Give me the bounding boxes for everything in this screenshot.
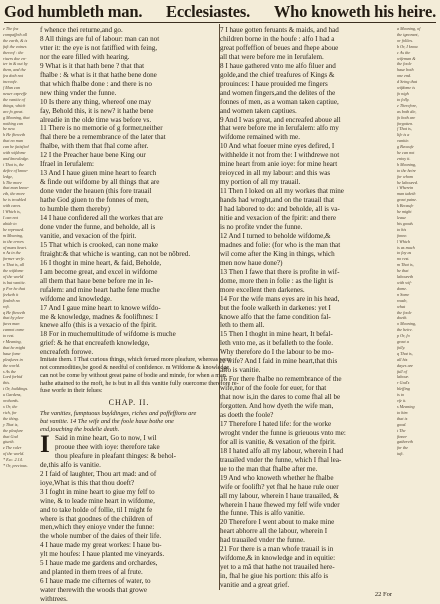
text-line: in, fhal he giue his portion: this alfo is xyxy=(220,572,329,581)
annotation-line: not commodities,be good & needful of confidence. m Wifdome & knowledge xyxy=(40,365,230,372)
right-margin-notes xyxy=(397,26,437,596)
text-line: 6 I haue made me cifternes of water, to xyxy=(40,577,151,586)
margin-note-line: or follies. xyxy=(397,37,414,43)
text-line: encreafeth forowe. xyxy=(40,348,94,357)
text-line: Ifrael in Ierufalem: xyxy=(40,160,94,169)
margin-note-line: he laboured. xyxy=(397,179,419,185)
margin-note-line: fo both are xyxy=(397,114,416,120)
margin-note-line: dayes are xyxy=(397,362,414,368)
chapter-two-verses xyxy=(40,461,218,604)
text-line: wherein I haue fhewed my felf wife vnder xyxy=(220,500,340,509)
text-line: wifdome,& in knowledge and in equitie: xyxy=(220,554,336,563)
text-line: children borne in the houfe : alfo I had a xyxy=(220,34,335,43)
margin-note-line: the heire. xyxy=(397,327,413,333)
header-center: Ecclesiastes. xyxy=(166,2,251,21)
margin-note-line: great a xyxy=(397,339,409,345)
text-line: 12 And I turned to beholde wifdome,& xyxy=(220,231,331,240)
text-line: men,which they enioye vnder the funne: xyxy=(40,523,155,532)
margin-note-line: fonne. xyxy=(397,232,408,238)
margin-note-line: n As in the xyxy=(3,250,21,256)
text-line: prooue thee with ioye: therefore take xyxy=(55,442,160,451)
margin-note-line: f Man can xyxy=(3,85,20,91)
text-line: grief: & he that encreafeth knowledge, xyxy=(40,339,150,348)
margin-note-line: the thing. xyxy=(3,415,19,421)
margin-note-line: p Or, fo xyxy=(397,333,410,339)
text-line: withhelde it not from the: I withdrewe not xyxy=(220,151,340,160)
margin-note-line: he might xyxy=(397,209,412,215)
text-line: 14 I haue confidered all the workes that are xyxy=(40,214,163,223)
margin-note-line: abide to xyxy=(3,220,17,226)
margin-note-line: with wifdome xyxy=(3,150,26,156)
text-line: 10 Is there any thing, whereof one may xyxy=(40,97,152,106)
margin-note-line: y That is, xyxy=(3,421,19,427)
text-line: wine, & to leade mine heart in wifdome, xyxy=(40,496,155,505)
header-right: Who knoweth his heire. xyxy=(273,2,436,21)
text-line: hands had wroght,and on the trauail that xyxy=(220,196,335,205)
margin-note-line: folly. xyxy=(397,344,406,350)
text-line: done vnder the heauen (this fore trauail xyxy=(40,187,152,196)
margin-note-line: * Or, precious. xyxy=(3,463,28,469)
margin-note-line: compaffeth all xyxy=(3,31,28,37)
text-line: and planted in them trees of al frute. xyxy=(40,568,143,577)
margin-note-line: cannot come xyxy=(3,327,25,333)
margin-note-line: what xyxy=(397,303,406,309)
text-line: 8 All things are ful of labour: man can not xyxy=(40,34,160,43)
margin-note-line: doeth. xyxy=(397,315,408,321)
margin-note-line: a Meaning, of xyxy=(397,26,421,31)
text-line: 12 I the Preacher haue bene King our xyxy=(40,151,146,160)
text-line: 16 For there fhalbe no remembrance of the xyxy=(220,375,342,384)
margin-note-line: to the errors xyxy=(3,238,24,244)
text-line: wifdome and knowledge. xyxy=(40,294,112,303)
margin-note-line: s As the xyxy=(3,368,16,374)
chapter-summary xyxy=(40,410,218,434)
margin-note-line: eth, the more xyxy=(3,191,25,197)
text-line: the funne. This is alfo vanitie. xyxy=(220,509,305,518)
margin-note-line: s Meaning xyxy=(397,404,415,409)
text-line: 13 And I haue giuen mine heart to fearch xyxy=(40,169,157,178)
margin-note-line: be new. xyxy=(3,126,16,132)
margin-note-line: his goods xyxy=(397,220,413,226)
text-line: alfo is vanitie. xyxy=(220,366,261,375)
text-line: prouinces: I haue prouided me fingers xyxy=(220,79,328,88)
text-line: wil come after the King in things, which xyxy=(220,249,335,258)
margin-note-line: m That is, xyxy=(397,262,414,268)
text-line: and to take holde of follie, til I might fe xyxy=(40,505,153,514)
summary-line: The vanities, fumptuous buyldinges, riches and poffeffions are xyxy=(40,410,197,418)
text-line: all that were before me in Ierufalem. xyxy=(220,52,324,61)
text-line: that which fhalbe done : and there is no xyxy=(40,79,152,88)
text-line: wroght vnder the funne is grieuous vnto me: xyxy=(220,428,346,437)
margin-note-line: to the heire xyxy=(397,167,416,173)
text-line: 17 Therefore I hated life: for the worke xyxy=(220,419,332,428)
margin-note-line: gathereth xyxy=(397,439,413,445)
text-line: 8 I haue gathered vnto me alfo filuer and xyxy=(220,61,336,70)
margin-note-line: to him xyxy=(397,409,408,415)
margin-note-line: p For he that xyxy=(3,285,25,291)
drop-cap-lines xyxy=(55,434,218,461)
margin-note-line: z The ruler xyxy=(3,445,22,451)
text-line: thou pleafure in pleafant thinges: & behol- xyxy=(55,451,176,460)
margin-note-line: with cares. xyxy=(3,203,22,209)
catchword: 22 For xyxy=(374,591,392,598)
text-line: but the foole walketh in darkenes: yet I xyxy=(220,303,331,312)
margin-note-line: that no man xyxy=(3,138,24,144)
margin-note-line: defire of know- xyxy=(3,167,29,173)
margin-note-line: i Wherein xyxy=(397,185,414,191)
margin-note-line: with wif- xyxy=(397,279,412,285)
text-line: 18 For in muchemultitude of wifdome is muche xyxy=(40,330,176,339)
margin-note-line: b Or, I know. xyxy=(397,43,419,49)
text-line: & finde out wifdome by all things that are xyxy=(40,178,160,187)
text-line: is no profite vnder the funne. xyxy=(220,222,303,231)
text-line: ftraight:& that whiche is wanting, can not be nõbred. xyxy=(40,249,191,258)
text-line: all them that haue bene before me in Ie- xyxy=(40,276,154,285)
margin-note-line: h He fheweth xyxy=(3,132,26,138)
margin-note-line: that he might xyxy=(3,344,26,350)
margin-note-line: ledge, xyxy=(3,173,14,179)
text-line: Said in mine heart, Go to now, I wil xyxy=(55,433,157,442)
text-line: I had labored to do: and beholde, all is va- xyxy=(220,205,340,214)
text-line: leth to them all. xyxy=(220,321,265,330)
margin-note-line: haue both xyxy=(397,67,414,73)
text-line: 9 And I was great, and encreafed aboue all xyxy=(220,115,341,124)
margin-note-line: he that xyxy=(397,268,409,274)
margin-note-line: vfe it. xyxy=(397,398,407,404)
annotation-line: hathe attained to the moft, he is but in all this vanitie fully ouercome therefore re- xyxy=(40,380,239,387)
text-line: 9 What is it that hath bene ? that that xyxy=(40,61,145,70)
text-line: trauailed vnder the funne, which I fhal lea- xyxy=(220,455,342,464)
margin-note-line: q He fheweth xyxy=(3,309,26,315)
text-line: vanitie, and vexacion of the fpirit. xyxy=(40,231,137,240)
text-line: done vnder the funne, and beholde, all is xyxy=(40,222,156,231)
margin-note-line: no rest. xyxy=(397,256,410,262)
text-line: 2 I faid of laughter, Thou art mad: and of xyxy=(40,469,157,478)
margin-note-line: wifeman & xyxy=(397,55,416,61)
text-line: fonnes of men, as a woman taken captiue, xyxy=(220,97,339,106)
text-line: 7 I haue gotten feruants & maids, and had xyxy=(220,26,339,34)
margin-note-line: things, which xyxy=(3,102,26,108)
text-line: 21 For there is a man whofe trauail is in xyxy=(220,545,334,554)
margin-note-line: g Becaufe xyxy=(397,144,414,150)
margin-note-line: m Meaning, xyxy=(3,232,24,238)
margin-note-line: the foole xyxy=(397,61,412,67)
text-line: alreadie in the olde time was before vs. xyxy=(40,115,152,124)
margin-note-line: life is a xyxy=(397,132,410,138)
text-line: rufalem: and mine heart hathe fene muche xyxy=(40,285,160,294)
text-line: f whence thei returne,and go. xyxy=(40,26,123,34)
text-line: heart abhorre all the labour, wherein I xyxy=(220,527,328,536)
text-line: ue to the man that fhalbe after me. xyxy=(220,464,318,473)
text-line: reioyced in all my labour: and this was xyxy=(220,169,331,178)
margin-note-line: g Meaning, that xyxy=(3,114,30,120)
left-margin-notes xyxy=(3,26,37,596)
margin-note-line: rich, for xyxy=(3,409,17,415)
margin-note-line: former verfe. xyxy=(3,256,25,262)
text-line: Why therefore do I the labour to be mo- xyxy=(220,348,334,357)
text-line: me & knowledge, madnes & foolifhnes: I xyxy=(40,312,159,321)
margin-note-line: fures man xyxy=(3,321,20,327)
margin-note-line: bleffing xyxy=(397,386,410,392)
left-text-column xyxy=(40,26,239,604)
margin-note-line: Lord forbid xyxy=(3,374,23,380)
margin-note-line: u Gardens, xyxy=(3,392,22,398)
text-line: withtrees. xyxy=(40,595,68,604)
margin-note-line: the wifdome xyxy=(3,268,24,274)
margin-note-line: he can not xyxy=(397,150,415,156)
margin-note-line: great paine. xyxy=(397,197,418,203)
text-line: knewe alfo (this is a vexacio of the fpirit. xyxy=(40,321,157,330)
margin-note-line: as both die, xyxy=(397,108,417,114)
chapter-title: CHAP. II. xyxy=(108,398,150,408)
margin-note-line: the vanitie of xyxy=(3,96,25,102)
annotation-line: fuse worfe in their felues: xyxy=(40,388,103,395)
margin-note-line: wifdome is xyxy=(397,85,416,91)
text-line: wifdome remained with me. xyxy=(220,133,300,142)
text-line: new thing vnder the funne. xyxy=(40,88,117,97)
text-line: 17 And I gaue mine heart to knowe wifdo- xyxy=(40,303,161,312)
text-line: yet to a mã that hathe not trauailed here- xyxy=(220,563,335,572)
margin-note-line: of the world. xyxy=(3,451,25,457)
annotation-line: can not be come by without great paine of bodie and minde, for when a man xyxy=(40,372,226,379)
summary-line: end,touching the bodelie death. xyxy=(40,426,120,434)
margin-note-line: are fo great. xyxy=(3,108,24,114)
text-line: and women taken captiues. xyxy=(220,106,297,115)
text-line: 20 Therefore I went about to make mine xyxy=(220,518,335,527)
text-line: 14 For the wife mans eyes are in his head, xyxy=(220,294,340,303)
margin-note-line: the world. xyxy=(3,362,20,368)
text-line: 18 I hated alfo all my labour, wherein I had xyxy=(220,446,344,455)
text-line: great poffeffion of beues and fhepe aboue xyxy=(220,43,339,52)
margin-note-line: enioy it. xyxy=(397,155,411,161)
text-line: forgotten. And how dyeth the wife man, xyxy=(220,402,334,411)
chapter-one-verses xyxy=(40,26,218,357)
margin-note-line: fo nigh xyxy=(397,90,409,96)
margin-note-line: the ignorant, xyxy=(397,31,419,37)
margin-note-line: for the xyxy=(397,445,409,451)
margin-note-line: he is troubled xyxy=(3,197,26,203)
margin-note-line: them, and the xyxy=(3,67,26,73)
text-line: 5 I haue made me gardens and orchardes, xyxy=(40,559,158,568)
margin-note-line: l Which is, xyxy=(3,209,21,215)
text-line: mine heart from anie ioye: for mine heart xyxy=(220,160,338,169)
summary-line: but vanitie. 14 The wife and the foole haue bothe one xyxy=(40,418,174,426)
margin-note-line: q That is, xyxy=(397,350,413,356)
text-line: wife,nor of the foole for euer, for that xyxy=(220,384,327,393)
text-line: 15 That which is crooked, can none make xyxy=(40,240,159,249)
text-line: wife or foolifh? yet fhal he haue rule ouer xyxy=(220,482,339,491)
text-line: fhal there be a remembrance of the later that xyxy=(40,133,166,142)
header-left: God humbleth man. xyxy=(4,2,143,21)
margin-note-line: e The fea xyxy=(3,26,19,31)
text-line: as doeth the foole? xyxy=(220,410,274,419)
margin-note-line: for whom xyxy=(397,173,413,179)
margin-note-line: * Ecc. 2.14. xyxy=(3,457,23,463)
text-line: leth vnto me, as it befalleth to the foole. xyxy=(220,339,334,348)
margin-note-line: feeketh it xyxy=(3,291,19,297)
margin-note-line: can be fatisfied xyxy=(3,144,29,150)
margin-note-line: i That is, the xyxy=(3,161,24,167)
margin-note-line: is but vanitie. xyxy=(3,279,26,285)
margin-note-line: riuers doe en- xyxy=(3,55,27,61)
margin-note-line: one end. xyxy=(397,73,412,79)
margin-note-line: that is xyxy=(397,415,408,421)
margin-note-line: reade, xyxy=(397,297,408,303)
text-line: ioye,What is this that thou doeft? xyxy=(40,478,135,487)
margin-note-line: good. xyxy=(397,421,407,427)
margin-note-line: o That is, all xyxy=(3,262,25,268)
text-line: 10 And what foeuer mine eyes defired, I xyxy=(220,142,335,151)
text-line: I am become great, and excel in wifdome xyxy=(40,267,158,276)
text-line: more excellent then darkenes. xyxy=(220,285,305,294)
text-line: knowe alfo that the fame condition fal- xyxy=(220,312,331,321)
margin-note-line: to rest. xyxy=(3,333,15,339)
margin-note-line: increafe. xyxy=(3,79,18,85)
margin-note-line: is as much xyxy=(397,244,415,250)
text-line: that were before me in Ierufalem: alfo my xyxy=(220,124,339,133)
margin-note-line: r Meaning, xyxy=(3,339,22,345)
text-line: all my labour, wherein I haue trauailed, & xyxy=(220,491,339,500)
margin-note-line: pleafures in xyxy=(3,356,23,362)
margin-note-line: full of xyxy=(397,368,407,374)
margin-note-line: r God's xyxy=(397,380,410,386)
text-line: de,this alfo is vanitie. xyxy=(40,460,101,469)
text-line: golde,and the chief treafures of Kings & xyxy=(220,70,335,79)
margin-note-line: giueth. xyxy=(3,439,15,445)
drop-cap: I xyxy=(40,430,50,458)
text-line: nor the eare filled with hearing. xyxy=(40,52,130,61)
verse-annotation xyxy=(40,357,239,396)
margin-note-line: dome. xyxy=(397,285,408,291)
margin-note-line: all his xyxy=(397,356,408,362)
text-line: hathe God giuen to the fonnes of men, xyxy=(40,196,149,205)
margin-note-line: ter in & out by xyxy=(3,61,28,67)
text-line: 11 There is no memorie of g former,neither xyxy=(40,124,163,133)
text-line: 4 I haue made my great workes: I haue bu- xyxy=(40,541,162,550)
margin-note-line: leaue xyxy=(397,215,407,220)
margin-note-line: k The more xyxy=(3,179,22,185)
margin-note-line: l Which xyxy=(397,238,410,244)
margin-note-line: fuft the vaines xyxy=(3,43,27,49)
margin-note-line: t The xyxy=(397,427,406,433)
margin-note-line: to fay as xyxy=(397,250,412,256)
margin-note-line: the foole xyxy=(397,309,412,315)
margin-note-line: that God xyxy=(3,433,18,439)
text-line: madnes and folie: (for who is the man that xyxy=(220,240,341,249)
text-line: re wife? And I faid in mine heart,that this xyxy=(220,357,338,366)
text-line: 16 I thoght in mine heart, & faid, Beholde, xyxy=(40,258,162,267)
margin-note-line: laboureth xyxy=(397,274,414,280)
margin-note-line: d Seing that xyxy=(397,79,418,85)
margin-note-line: e Therefore, xyxy=(397,102,418,108)
margin-note-line: thereof : the xyxy=(3,49,24,55)
margin-note-line: t Or, buildings. xyxy=(3,386,29,392)
margin-note-line: orchards. xyxy=(3,398,19,404)
margin-note-line: forgotten. xyxy=(397,120,414,126)
margin-note-line: is to xyxy=(397,392,405,398)
margin-note-line: x Or, the xyxy=(3,404,18,409)
margin-note-line: vanitie. xyxy=(397,138,410,144)
margin-note-line: of the world xyxy=(3,274,24,280)
text-line: the whole number of the daies of their life. xyxy=(40,532,162,541)
text-line: fay, Behold this, it is new? it hathe bene xyxy=(40,106,154,115)
text-line: 19 And who knoweth whether he fhalbe xyxy=(220,473,334,482)
margin-note-line: to his xyxy=(397,226,407,232)
margin-note-line: neuer expreffe xyxy=(3,90,27,96)
margin-note-line: be reproued. xyxy=(3,226,25,232)
text-line: had trauailed vnder the funne. xyxy=(220,536,305,545)
text-line: ylt me houfes: I haue planted me vineyards. xyxy=(40,550,165,559)
margin-note-line: I can not xyxy=(3,215,18,220)
text-line: 11 Then I loked on all my workes that mine xyxy=(220,187,344,196)
text-line: vanitie and a great grief. xyxy=(220,581,290,590)
margin-note-line: that man know- xyxy=(3,185,30,191)
text-line: water therewith the woods that growe xyxy=(40,586,147,595)
text-line: my portion of all my trauail. xyxy=(220,178,301,187)
margin-note-line: that by plea- xyxy=(3,315,25,321)
text-line: to humble them thereby) xyxy=(40,205,110,214)
margin-note-line: the pleafure xyxy=(3,427,23,433)
text-line: men now haue done?) xyxy=(220,258,283,267)
margin-note-line: this. xyxy=(3,380,11,386)
margin-note-line: findeth no xyxy=(3,297,20,303)
margin-note-line: iuft. xyxy=(397,451,404,457)
text-line: vtter it: the eye is not fatiffied with feing, xyxy=(40,43,158,52)
text-line: for all is vanitie, & vexation of the fpirit. xyxy=(220,437,336,446)
running-header xyxy=(4,2,436,23)
text-line: fhalbe : & what is it that hathe bene done xyxy=(40,70,157,79)
margin-note-line: k Becaufe xyxy=(397,203,414,209)
margin-note-line: h Meaning, xyxy=(397,161,417,167)
text-line: where is that goodnes of the children of xyxy=(40,514,153,523)
margin-note-line: of mans heart. xyxy=(3,244,28,250)
margin-note-line: nothing can xyxy=(3,120,23,126)
text-line: and women fingers,and the delites of the xyxy=(220,88,336,97)
margin-note-line: c As the xyxy=(397,49,411,55)
margin-note-line: n Some xyxy=(397,291,410,297)
margin-note-line: f That is, xyxy=(397,126,412,132)
text-line: 3 I foght in mine heart to giue my felf to xyxy=(40,487,155,496)
annotation-line: Imitate them. I That curious things, which ferued more pleafure, whereas were xyxy=(40,357,232,364)
right-text-column xyxy=(220,26,396,588)
margin-note-line: reft. xyxy=(3,303,10,309)
text-line: 15 Then I thoght in mine heart, It befal- xyxy=(220,330,333,339)
margin-note-line: labour. xyxy=(397,374,409,380)
text-line: 13 Then I fawe that there is profite in wif- xyxy=(220,267,340,276)
text-line: dome, more then in folie : as the light is xyxy=(220,276,334,285)
margin-note-line: fea doth not xyxy=(3,73,24,79)
margin-note-line: the earth, & is xyxy=(3,37,28,43)
margin-note-line: finner xyxy=(397,433,408,439)
margin-note-line: man taketh xyxy=(397,191,416,197)
margin-note-line: haue fome xyxy=(3,350,21,356)
text-line: fhalbe, with them that fhal come after. xyxy=(40,142,149,151)
text-line: that now is,in the dares to come fhal all be xyxy=(220,393,341,402)
text-line: nitie and vexacion of the fpirit: and there xyxy=(220,214,337,223)
margin-note-line: and knowledge. xyxy=(3,155,30,161)
margin-note-line: o Meaning, xyxy=(397,321,417,327)
margin-note-line: to folly. xyxy=(397,96,410,102)
